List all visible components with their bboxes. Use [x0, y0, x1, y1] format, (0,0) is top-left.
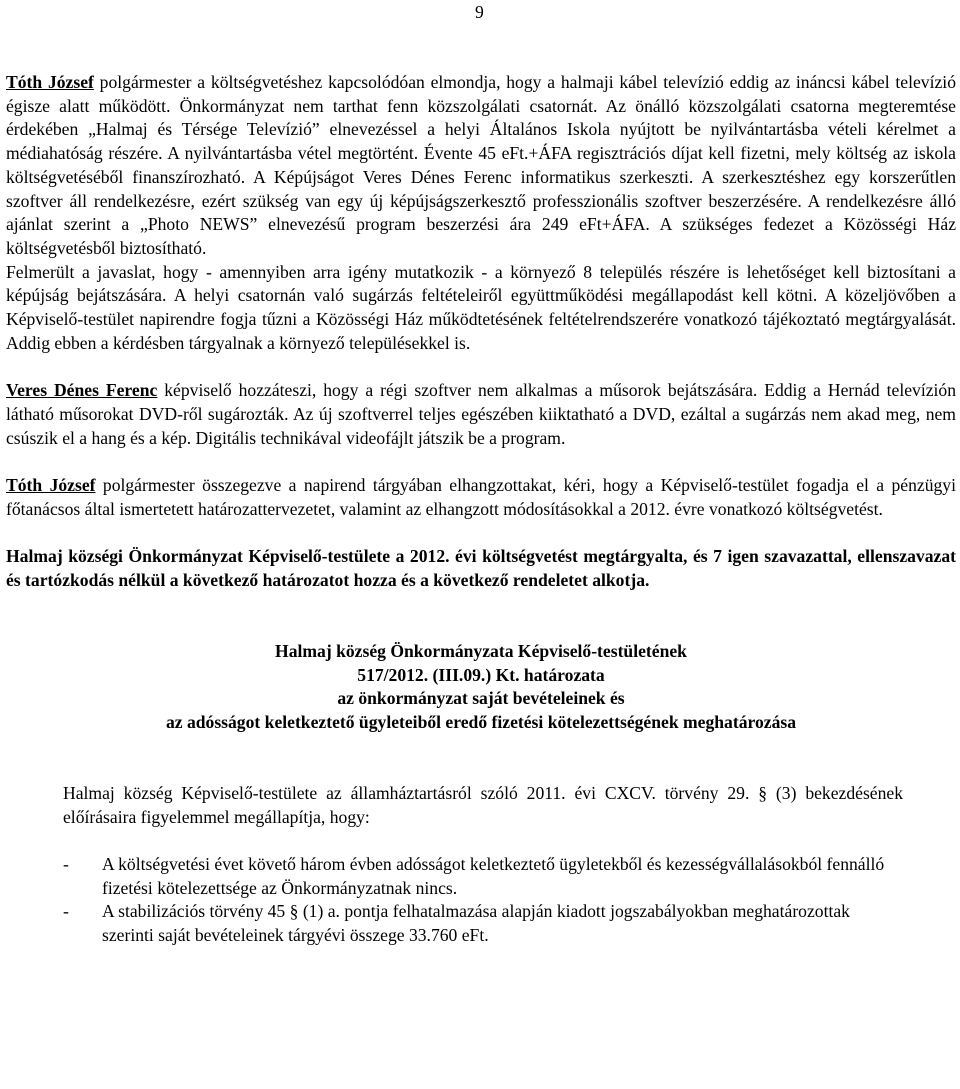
paragraph-text: polgármester a költségvetéshez kapcsolódóan elmondja, hogy a halmaji kábel televízió eddig az ináncsi kábel televízió égisze alatt működött. Önkormányzat nem tarthat fenn közszolgálati csatornát. Az önálló közszolgálati csatorna megteremtése érdekében „Halmaj és Térsége Televízió” elnevezéssel a helyi Általános Iskola nyújtott be nyilvántartásba vételi kérelmet a médiahatóság részére. A nyilvántartásba vétel megtörtént. Évente 45 eFt.+ÁFA regisztrációs díjat kell fizetni, mely költség az iskola költségvetéséből finanszírozható. A Képújságot Veres Dénes Ferenc informatikus szerkeszti. A szerkesztéshez egy korszerűtlen szoftver áll rendelkezésre, ezért szükség van egy új képújságszerkesztő professzionális szoftver beszerzésére. A rendelkezésre álló ajánlat szerint a „Photo NEWS” elnevezésű program beszerzési ára 249 eFt+ÁFA. A szükséges fedezet a Közösségi Ház költségvetésből biztosítható.	[6, 72, 956, 258]
speaker-name: Tóth József	[6, 474, 96, 495]
paragraph-toth-1	[6, 71, 956, 261]
spacer	[6, 355, 956, 379]
spacer	[6, 521, 956, 545]
list-item-text: A költségvetési évet követő három évben adósságot keletkeztető ügyletekből és kezességvállalásokból fennálló fizetési kötelezettsége az Önkormányzatnak nincs.	[102, 854, 885, 898]
spacer	[6, 758, 956, 782]
resolution-title-line: az adósságot keletkeztető ügyleteiből eredő fizetési kötelezettségének meghatározása	[165, 711, 797, 732]
spacer	[6, 829, 956, 853]
list-bullet: -	[63, 901, 69, 922]
spacer	[6, 592, 956, 616]
paragraph-text: polgármester összegezve a napirend tárgyában elhangzottakat, kéri, hogy a Képviselő-testület fogadja el a pénzügyi főtanácsos által ismertetett határozattervezetet, valamint az elhangzott módosításokkal a 2012. évre vonatkozó költségvetést.	[6, 474, 956, 519]
spacer	[6, 616, 956, 640]
list-bullet: -	[63, 854, 69, 875]
spacer	[6, 735, 956, 759]
resolution-number: 517/2012. (III.09.) Kt. határozata	[357, 664, 605, 685]
resolution-title-line: az önkormányzat saját bevételeinek és	[337, 688, 625, 709]
resolution-title-line: Halmaj község Önkormányzata Képviselő-testületének	[275, 640, 687, 661]
decision-statement: Halmaj községi Önkormányzat Képviselő-testülete a 2012. évi költségvetést megtárgyalta, és 7 igen szavazattal, ellenszavazat és tartózkodás nélkül a következő határozatot hozza és a következő rendeletet alkotja.	[6, 546, 956, 590]
speaker-name: Tóth József	[6, 72, 94, 92]
list-item	[6, 900, 902, 947]
page-number: 9	[475, 2, 484, 22]
resolution-title	[6, 640, 956, 735]
resolution-list	[6, 853, 956, 948]
document-body	[6, 71, 956, 948]
speaker-name: Veres Dénes Ferenc	[6, 380, 158, 401]
list-item	[6, 853, 902, 900]
spacer	[6, 450, 956, 474]
resolution-intro: Halmaj község Képviselő-testülete az államháztartásról szóló 2011. évi CXCV. törvény 29. § (3) bekezdésének előírásaira figyelemmel megállapítja, hogy:	[63, 782, 903, 827]
paragraph-continuation: Felmerült a javaslat, hogy - amennyiben arra igény mutatkozik - a környező 8 település részére is lehetőséget kell biztosítani a képújság bejátszására. A helyi csatornán való sugárzás feltételeiről együttműködési megállapodást kell kötni. A közeljövőben a Képviselő-testület napirendre fogja tűzni a Közösségi Ház működtetésének feltételrendszerére vonatkozó tájékoztató megtárgyalását. Addig ebben a kérdésben tárgyalnak a környező településekkel is.	[6, 261, 956, 353]
paragraph-text: képviselő hozzáteszi, hogy a régi szoftver nem alkalmas a műsorok bejátszására. Eddig a Hernád televízión látható műsorokat DVD-ről sugározták. Az új szoftverrel teljes egészében kiiktatható a DVD, ezáltal a sugárzás nem akad meg, nem csúszik el a hang és a kép. Digitális technikával videofájlt játszik be a program.	[6, 380, 956, 448]
list-item-text: A stabilizációs törvény 45 § (1) a. pontja felhatalmazása alapján kiadott jogszabályokban meghatározottak szerinti saját bevételeinek tárgyévi összege 33.760 eFt.	[102, 901, 850, 946]
paragraph-veres	[6, 379, 956, 450]
paragraph-toth-2	[6, 474, 956, 521]
